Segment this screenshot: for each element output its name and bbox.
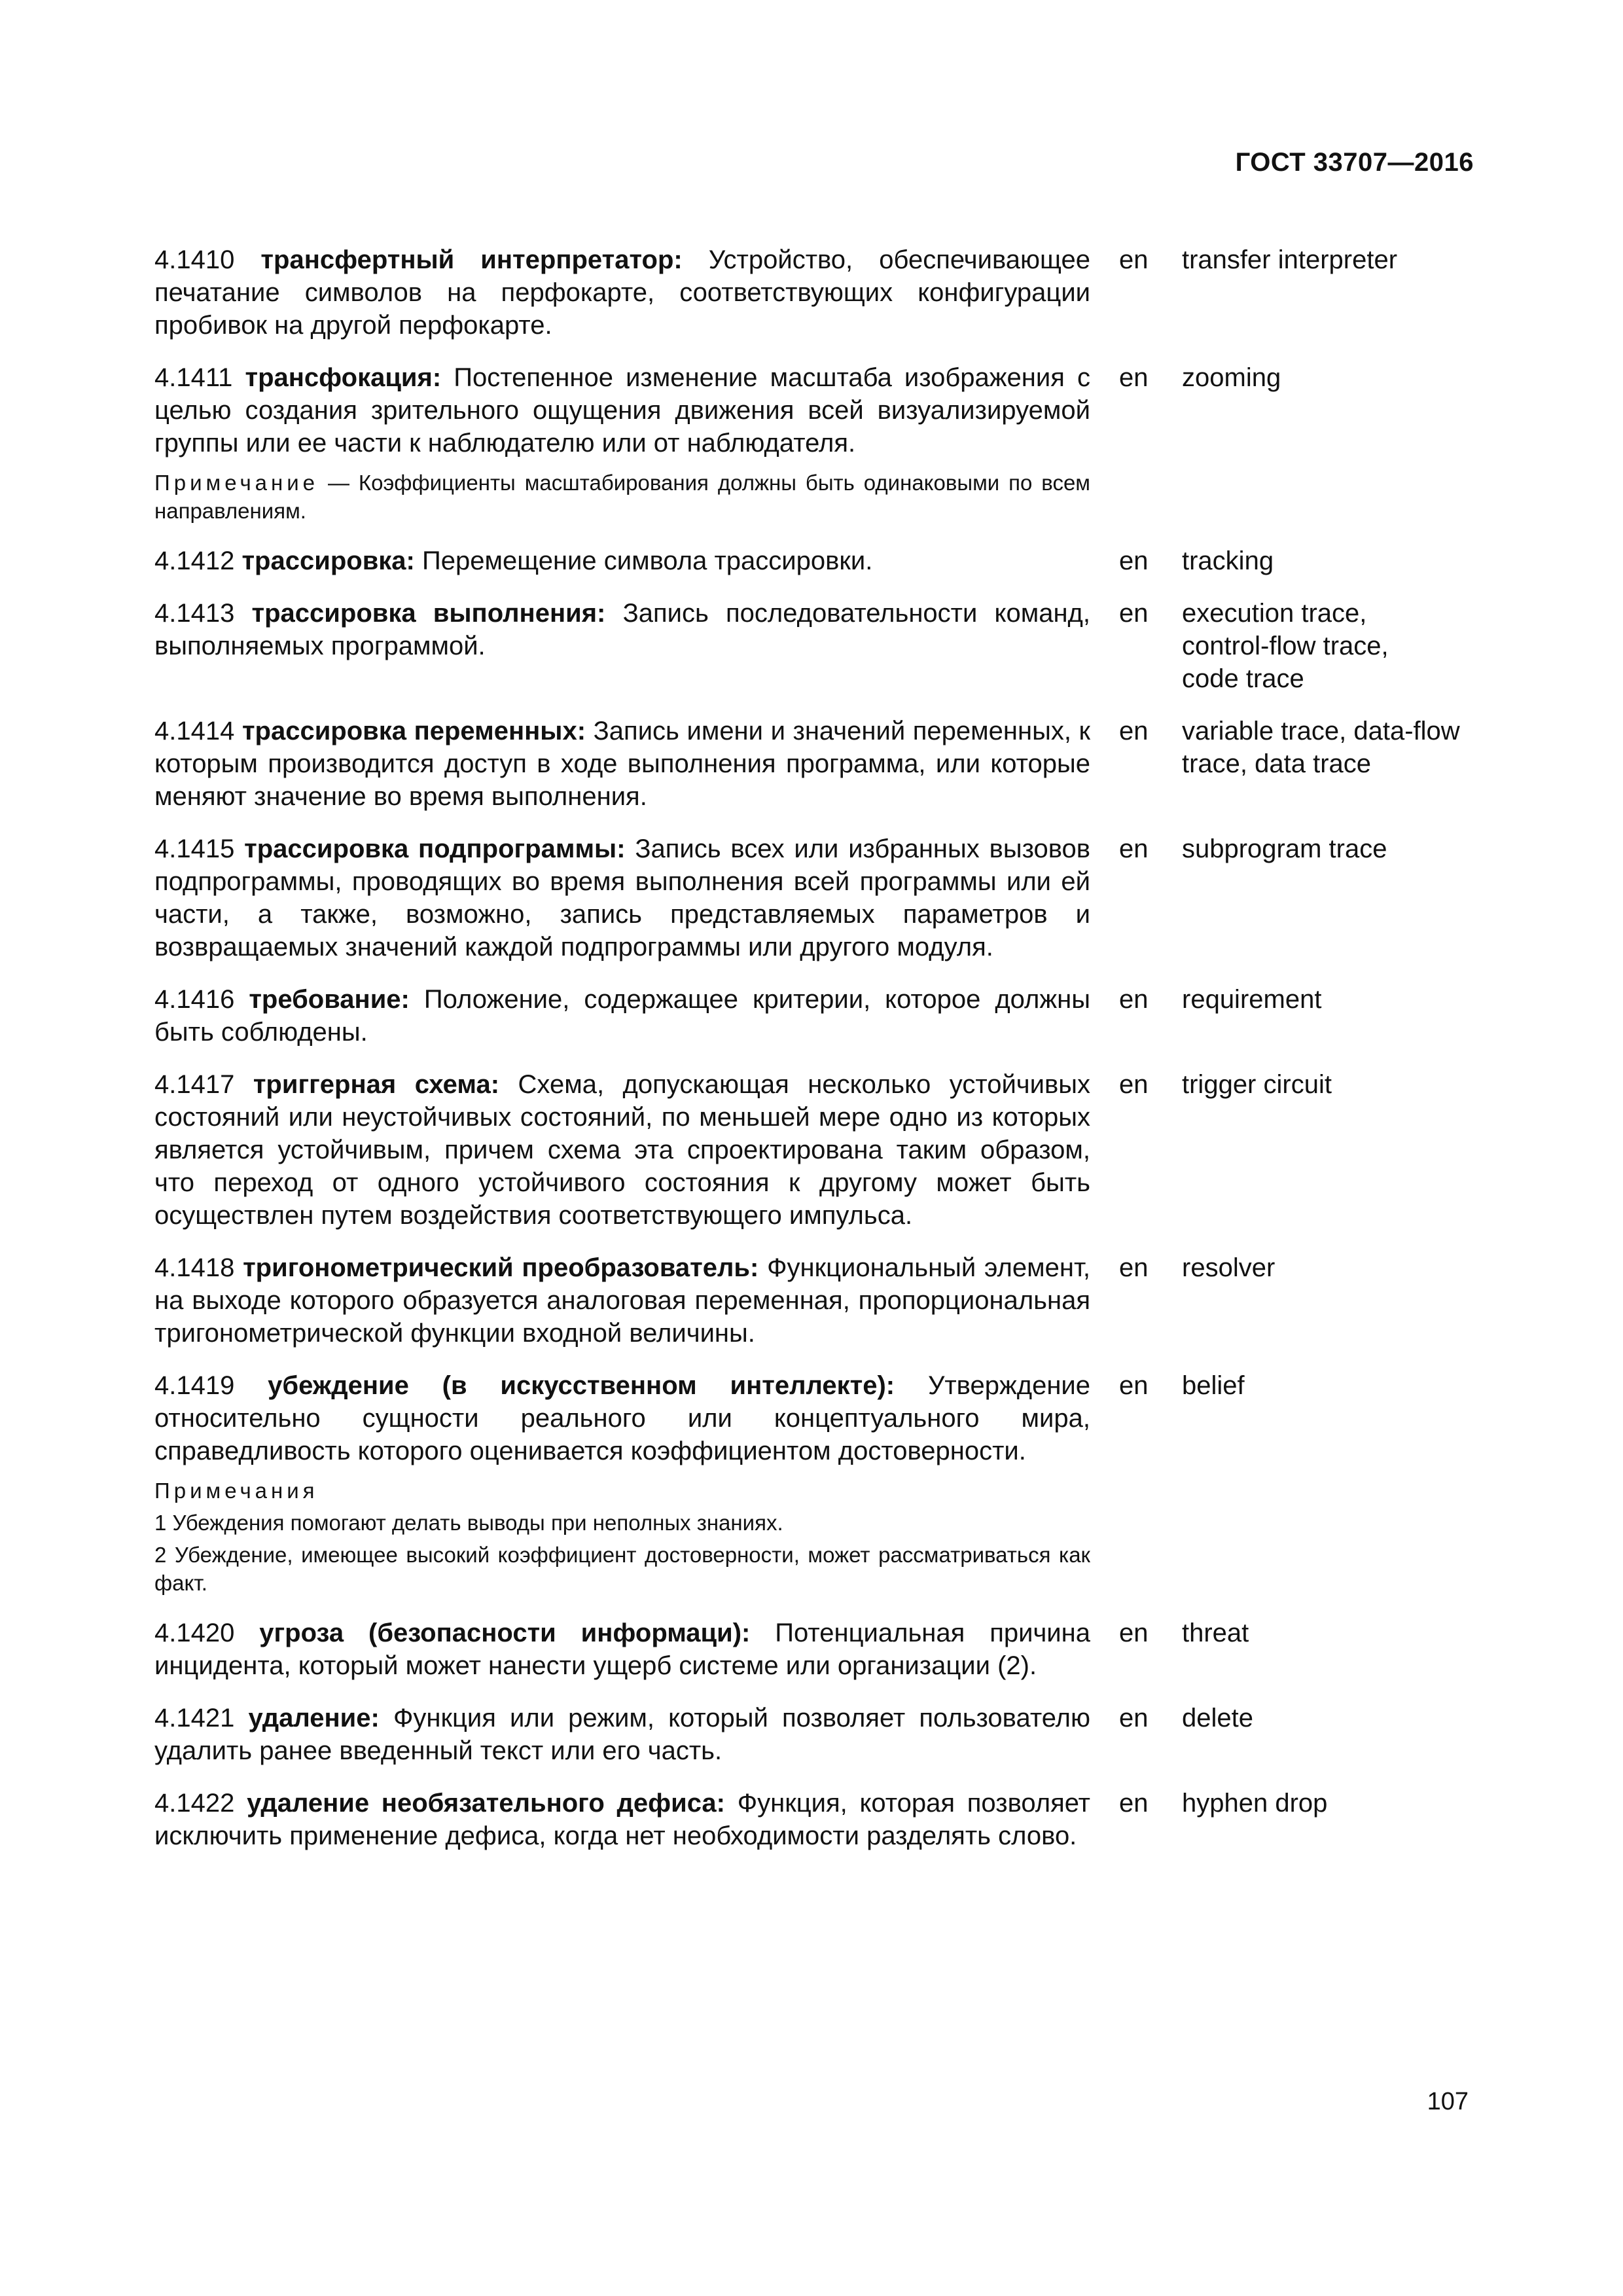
term-entry-4-1419	[154, 1369, 1476, 1597]
term-number: 4.1420	[154, 1619, 235, 1647]
term-definition: Положение, содержащее критерии, которое должны быть соблюдены.	[154, 985, 1090, 1047]
english-term	[1182, 597, 1476, 695]
term-definition: Функция, которая позволяет исключить применение дефиса, когда нет необходимости разделять слово.	[154, 1789, 1090, 1850]
note	[154, 469, 1090, 525]
definition	[154, 1068, 1090, 1232]
english-term: zooming	[1182, 363, 1281, 392]
term-name: трассировка переменных:	[241, 717, 586, 745]
english-term-line: variable trace, data-flow	[1182, 717, 1460, 745]
english-term-line: trace, data trace	[1182, 749, 1372, 778]
notes-label: Примечания	[154, 1479, 319, 1503]
definition	[154, 1787, 1090, 1852]
term-definition: Функциональный элемент, на выходе которого образуется аналоговая переменная, пропорциональная тригонометрической функции входной величины.	[154, 1253, 1090, 1348]
term-number: 4.1418	[154, 1253, 235, 1282]
english-term: requirement	[1182, 985, 1322, 1014]
term-name: угроза (безопасности информаци):	[259, 1619, 751, 1647]
english-term: trigger circuit	[1182, 1070, 1332, 1099]
english-term: belief	[1182, 1371, 1245, 1400]
language-code: en	[1119, 1789, 1149, 1818]
definition	[154, 545, 1090, 577]
language-code: en	[1119, 245, 1149, 274]
english-term: threat	[1182, 1619, 1249, 1647]
term-definition: Устройство, обеспечивающее печатание символов на перфокарте, соответствующих конфигурации пробивок на другой перфокарте.	[154, 245, 1090, 340]
term-name: тригонометрический преобразователь:	[243, 1253, 759, 1282]
term-entry-4-1421	[154, 1702, 1476, 1767]
term-entry-4-1412	[154, 545, 1476, 577]
term-entry-4-1420	[154, 1617, 1476, 1682]
term-number: 4.1411	[154, 363, 233, 392]
term-number: 4.1415	[154, 834, 235, 863]
english-term: subprogram trace	[1182, 834, 1387, 863]
term-definition: Потенциальная причина инцидента, который может нанести ущерб системе или организации (2).	[154, 1619, 1090, 1680]
note-label: Примечание	[154, 471, 319, 495]
english-term: tracking	[1182, 547, 1274, 575]
term-name: удаление необязательного дефиса:	[247, 1789, 725, 1818]
definition	[154, 361, 1090, 525]
english-term: resolver	[1182, 1253, 1275, 1282]
term-number: 4.1414	[154, 717, 235, 745]
term-name: требование:	[249, 985, 410, 1014]
language-code: en	[1119, 547, 1149, 575]
term-name: триггерная схема:	[253, 1070, 500, 1099]
language-code: en	[1119, 1371, 1149, 1400]
language-code: en	[1119, 985, 1149, 1014]
term-entry-4-1414	[154, 715, 1476, 813]
term-definition: Запись последовательности команд, выполняемых программой.	[154, 599, 1090, 660]
term-definition: Запись имени и значений переменных, к которым производится доступ в ходе выполнения программа, или которые меняют значение во время выполнения.	[154, 717, 1091, 811]
definition	[154, 1617, 1090, 1682]
language-code: en	[1119, 717, 1149, 745]
term-name: трансфокация:	[245, 363, 442, 392]
language-code: en	[1119, 1704, 1149, 1732]
note-item: 2 Убеждение, имеющее высокий коэффициент достоверности, может рассматриваться как факт.	[154, 1543, 1090, 1595]
language-code: en	[1119, 1070, 1149, 1099]
definition	[154, 715, 1090, 813]
english-term-line: control-flow trace,	[1182, 632, 1389, 660]
english-term: delete	[1182, 1704, 1253, 1732]
language-code: en	[1119, 1253, 1149, 1282]
term-name: удаление:	[248, 1704, 380, 1732]
note-item: 1 Убеждения помогают делать выводы при неполных знаниях.	[154, 1511, 783, 1535]
terms-list	[154, 243, 1476, 1872]
term-entry-4-1411	[154, 361, 1476, 525]
term-number: 4.1421	[154, 1704, 235, 1732]
english-term: hyphen drop	[1182, 1789, 1328, 1818]
term-name: трассировка:	[241, 547, 415, 575]
definition	[154, 597, 1090, 695]
english-term	[1182, 715, 1476, 813]
term-definition: Постепенное изменение масштаба изображения с целью создания зрительного ощущения движения всей визуализируемой группы или ее части к наблюдателю или от наблюдателя.	[154, 363, 1090, 457]
term-number: 4.1417	[154, 1070, 235, 1099]
term-entry-4-1416	[154, 983, 1476, 1049]
document-standard-header: ГОСТ 33707—2016	[1235, 148, 1474, 177]
definition	[154, 983, 1090, 1049]
language-code: en	[1119, 363, 1149, 392]
term-definition: Утверждение относительно сущности реального или концептуального мира, справедливость которого оценивается коэффициентом достоверности.	[154, 1371, 1090, 1465]
note-text: — Коэффициенты масштабирования должны быть одинаковыми по всем направлениям.	[154, 471, 1090, 523]
notes-block	[154, 1477, 1090, 1597]
term-number: 4.1422	[154, 1789, 235, 1818]
term-name: трансфертный интерпретатор:	[260, 245, 683, 274]
term-entry-4-1417	[154, 1068, 1476, 1232]
term-number: 4.1413	[154, 599, 235, 628]
definition	[154, 1251, 1090, 1350]
term-entry-4-1418	[154, 1251, 1476, 1350]
language-code: en	[1119, 599, 1149, 628]
term-number: 4.1410	[154, 245, 235, 274]
term-number: 4.1416	[154, 985, 235, 1014]
term-number: 4.1419	[154, 1371, 235, 1400]
definition	[154, 1369, 1090, 1597]
term-definition: Функция или режим, который позволяет пользователю удалить ранее введенный текст или его часть.	[154, 1704, 1090, 1765]
english-term-line: code trace	[1182, 664, 1304, 693]
definition	[154, 833, 1090, 963]
term-name: трассировка подпрограммы:	[244, 834, 626, 863]
page-number: 107	[1427, 2088, 1469, 2115]
term-definition: Запись всех или избранных вызовов подпрограммы, проводящих во время выполнения всей программы или ей части, а также, возможно, запись представляемых параметров и возвращаемых значений каждой подпрограммы или другого модуля.	[154, 834, 1091, 961]
term-number: 4.1412	[154, 547, 235, 575]
term-definition: Схема, допускающая несколько устойчивых состояний или неустойчивых состояний, по меньшей мере одно из которых является устойчивым, причем схема эта спроектирована таким образом, что переход от одного устойчивого состояния к другому может быть осуществлен путем воздействия соответствующего импульса.	[154, 1070, 1090, 1230]
definition	[154, 243, 1090, 342]
term-entry-4-1415	[154, 833, 1476, 963]
term-entry-4-1422	[154, 1787, 1476, 1852]
term-entry-4-1413	[154, 597, 1476, 695]
english-term: transfer interpreter	[1182, 245, 1398, 274]
term-name: убеждение (в искусственном интеллекте):	[268, 1371, 895, 1400]
english-term-line: execution trace,	[1182, 599, 1367, 628]
term-entry-4-1410	[154, 243, 1476, 342]
definition	[154, 1702, 1090, 1767]
term-definition: Перемещение символа трассировки.	[422, 547, 873, 575]
language-code: en	[1119, 1619, 1149, 1647]
term-name: трассировка выполнения:	[251, 599, 606, 628]
language-code: en	[1119, 834, 1149, 863]
